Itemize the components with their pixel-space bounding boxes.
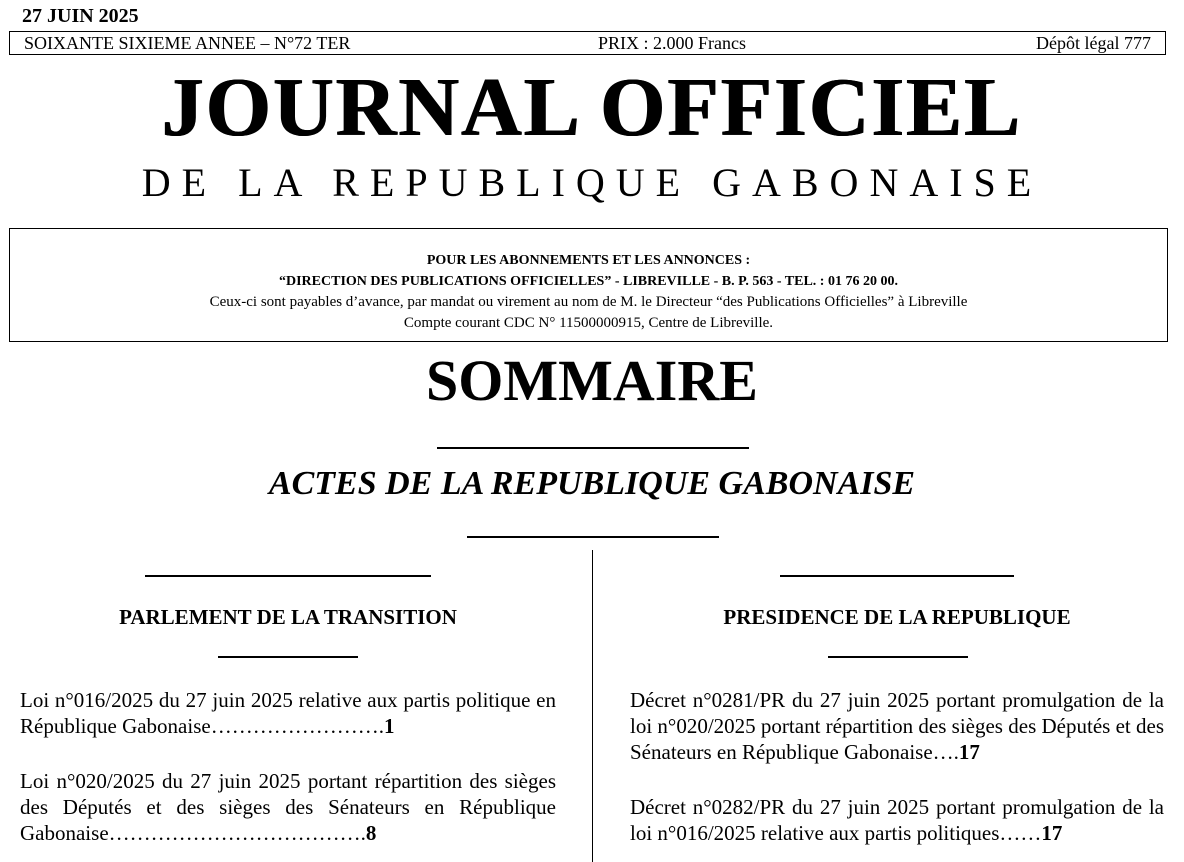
left-column-heading-rule <box>218 656 358 658</box>
sommaire-divider <box>437 447 749 449</box>
section-divider <box>467 536 719 538</box>
entry-page: 17 <box>958 740 980 764</box>
entry-text: Loi n°016/2025 du 27 juin 2025 relative aux partis politique en République Gabonaise……………………. <box>20 688 556 738</box>
entry-page: 1 <box>383 714 395 738</box>
right-column-heading-rule <box>828 656 968 658</box>
edition-number: SOIXANTE SIXIEME ANNEE – N°72 TER <box>24 33 351 53</box>
issue-price: PRIX : 2.000 Francs <box>598 33 746 53</box>
right-column-top-rule <box>780 575 1014 577</box>
entry-page: 17 <box>1041 821 1063 845</box>
subscription-box <box>9 228 1168 342</box>
subscription-heading: POUR LES ABONNEMENTS ET LES ANNONCES : <box>426 253 751 268</box>
right-column-heading: PRESIDENCE DE LA REPUBLIQUE <box>723 605 1071 629</box>
left-entry-1[interactable] <box>20 687 556 739</box>
journal-subtitle: DE LA REPUBLIQUE GABONAISE <box>141 160 1043 205</box>
subscription-contact: “DIRECTION DES PUBLICATIONS OFFICIELLES” - LIBREVILLE - B. P. 563 - TEL. : 01 76 20 00. <box>279 274 898 289</box>
left-column-heading: PARLEMENT DE LA TRANSITION <box>119 605 457 629</box>
journal-title: JOURNAL OFFICIEL <box>161 61 1023 154</box>
subscription-account: Compte courant CDC N° 11500000915, Centre de Libreville. <box>403 315 774 331</box>
entry-text: Décret n°0281/PR du 27 juin 2025 portant promulgation de la loi n°020/2025 portant répartition des sièges des Députés et des Sénateurs en République Gabonaise…. <box>630 688 1164 764</box>
left-column-top-rule <box>145 575 431 577</box>
subscription-payment: Ceux-ci sont payables d’avance, par mandat ou virement au nom de M. le Directeur “des Publications Officielles” à Libreville <box>209 294 968 310</box>
issue-date: 27 JUIN 2025 <box>22 5 139 27</box>
column-divider <box>592 550 593 862</box>
right-entry-2[interactable] <box>630 794 1164 846</box>
info-bar <box>9 31 1166 55</box>
section-title: ACTES DE LA REPUBLIQUE GABONAISE <box>268 465 916 502</box>
entry-page: 8 <box>365 821 377 845</box>
legal-deposit: Dépôt légal 777 <box>1036 33 1151 53</box>
left-entry-2[interactable] <box>20 768 556 846</box>
entry-text: Décret n°0282/PR du 27 juin 2025 portant promulgation de la loi n°016/2025 relative aux partis politiques…… <box>630 795 1164 845</box>
entry-text: Loi n°020/2025 du 27 juin 2025 portant répartition des sièges des Députés et des sièges des Sénateurs en République Gabonaise………………………………. <box>20 769 556 845</box>
right-entry-1[interactable] <box>630 687 1164 765</box>
sommaire-title: SOMMAIRE <box>426 348 758 413</box>
